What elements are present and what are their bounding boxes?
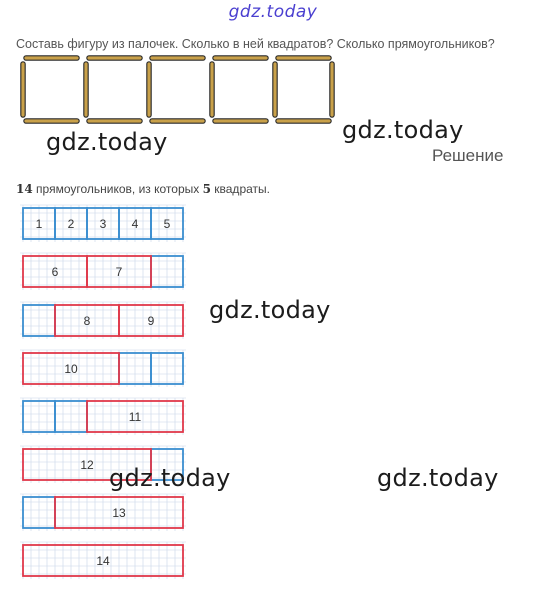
figure-row [20,253,186,290]
answer-text-end: квадраты. [210,182,270,196]
figure-row [20,494,186,531]
answer-count-total: 14 [16,182,33,196]
solution-label: Решение [432,146,504,165]
figure-row [20,302,186,339]
site-header-logo[interactable]: gdz.today [228,2,318,22]
figure-number-label: 6 [51,265,59,279]
figure-row [20,205,186,242]
figure-number-label: 7 [115,265,123,279]
answer-count-squares: 5 [202,182,211,196]
figure-number-label: 4 [131,217,139,231]
figure-number-label: 9 [147,314,155,328]
figure-number-label: 13 [112,506,126,520]
answer-text-mid: прямоугольников, из которых [32,182,203,196]
watermark: gdz.today [209,296,331,324]
figure-number-label: 2 [67,217,75,231]
watermark: gdz.today [109,464,231,492]
watermark: gdz.today [46,128,168,156]
figure-row [20,350,186,387]
figure-number-label: 12 [80,458,94,472]
figure-number-label: 11 [128,410,142,424]
figure-number-label: 14 [96,554,110,568]
figure-number-label: 10 [64,362,78,376]
figure-number-label: 1 [35,217,43,231]
figure-number-label: 8 [83,314,91,328]
figure-number-label: 5 [163,217,171,231]
figure-row [20,542,186,579]
watermark: gdz.today [342,116,464,144]
task-text: Составь фигуру из палочек. Сколько в ней квадратов? Сколько прямоугольников? [16,37,495,51]
figure-row [20,398,186,435]
figure-number-label: 3 [99,217,107,231]
watermark: gdz.today [377,464,499,492]
